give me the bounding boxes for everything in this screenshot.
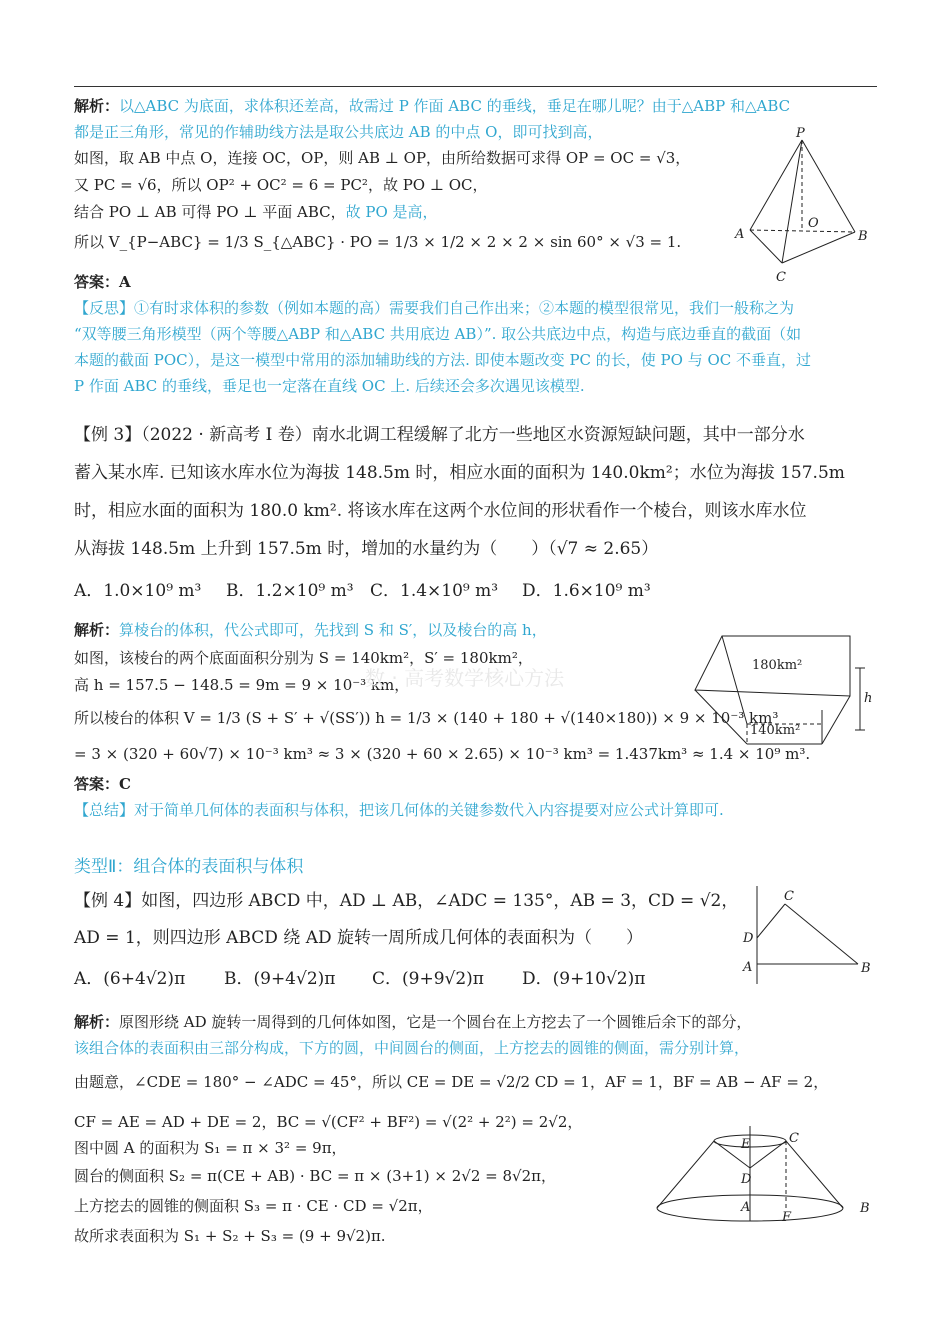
fig-label-A2: A (741, 1200, 751, 1215)
ex3-analysis-line1: 解析：算棱台的体积，代公式即可，先找到 S 和 S′，以及棱台的高 h， (74, 621, 547, 639)
ex2-line4: 又 PC = √6，所以 OP² + OC² = 6 = PC²，故 PO ⊥ OC， (74, 176, 488, 194)
fig-label-D2: D (741, 1172, 752, 1187)
fig-label-P: P (796, 126, 805, 141)
ex4-line3: 由题意，∠CDE = 180° − ∠ADC = 45°，所以 CE = DE = √2/2 CD = 1，AF = 1，BF = AB − AF = 2， (74, 1073, 829, 1091)
ex2-reflect-1: 【反思】①有时求体积的参数（例如本题的高）需要我们自己作出来；②本题的模型很常见，我们一般称之为 (74, 299, 795, 317)
fig-label-C: C (784, 889, 794, 904)
fig-label-A: A (743, 960, 753, 975)
fig-label-C: C (776, 270, 786, 285)
ex2-reflect-4: P 作面 ABC 的垂线，垂足也一定落在直线 OC 上. 后续还会多次遇见该模型. (74, 377, 585, 395)
fig-label-F: F (782, 1210, 792, 1225)
ex4-line5: 图中圆 A 的面积为 S₁ = π × 3² = 9π， (74, 1139, 347, 1157)
fig-label-E: E (741, 1137, 751, 1152)
ex3-answer: 答案：C (74, 775, 131, 793)
ex3-line4: 所以棱台的体积 V = 1/3 (S + S′ + √(SS′)) h = 1/3 × (140 + 180 + √(140×180)) × 9 × 10⁻³ km³ (74, 709, 779, 727)
fig-label-C2: C (789, 1131, 799, 1146)
ex4-option-d: D．(9+10√2)π (522, 969, 646, 989)
ex3-question-4: 从海拔 148.5m 上升到 157.5m 时，增加的水量约为（ ）（√7 ≈ 2.65） (74, 539, 659, 559)
ex4-option-a: A．(6+4√2)π (74, 969, 186, 989)
ex2-answer: 答案：A (74, 273, 131, 291)
fig-label-A: A (735, 227, 745, 242)
cone-frustum-figure (655, 1126, 880, 1226)
ex3-line3: 高 h = 157.5 − 148.5 = 9m = 9 × 10⁻³ km， (74, 676, 410, 694)
ex4-option-b: B．(9+4√2)π (224, 969, 336, 989)
ex2-line3: 如图，取 AB 中点 O，连接 OC，OP，则 AB ⊥ OP，由所给数据可求得 OP = OC = √3， (74, 149, 691, 167)
ex2-volume-line: 所以 V_{P−ABC} = 1/3 S_{△ABC} · PO = 1/3 × 1/2 × 2 × 2 × sin 60° × √3 = 1. (74, 233, 682, 251)
fig-label-B: B (861, 961, 871, 976)
ex4-line2: 该组合体的表面积由三部分构成，下方的圆，中间圆台的侧面，上方挖去的圆锥的侧面，需分别计算， (74, 1039, 750, 1057)
ex2-reflect-2: “双等腰三角形模型（两个等腰△ABP 和△ABC 共用底边 AB）”. 取公共底边中点，构造与底边垂直的截面（如 (74, 325, 802, 343)
ex3-question-2: 蓄入某水库. 已知该水库水位为海拔 148.5m 时，相应水面的面积为 140.0km²；水位为海拔 157.5m (74, 463, 845, 483)
ex3-option-b: B．1.2×10⁹ m³ (226, 581, 354, 601)
ex2-analysis-line2: 都是正三角形，常见的作辅助线方法是取公共底边 AB 的中点 O，即可找到高， (74, 123, 603, 141)
fig-label-D: D (743, 931, 754, 946)
ex3-question-3: 时，相应水面的面积为 180.0 km². 将该水库在这两个水位间的形状看作一个棱台，则该水库水位 (74, 501, 807, 521)
ex4-line4: CF = AE = AD + DE = 2，BC = √(CF² + BF²) = √(2² + 2²) = 2√2， (74, 1113, 583, 1131)
ex2-line5: 结合 PO ⊥ AB 可得 PO ⊥ 平面 ABC，故 PO 是高， (74, 203, 438, 221)
tetrahedron-figure (730, 120, 880, 290)
fig-label-top-area: 180km² (752, 658, 803, 673)
quadrilateral-figure (740, 884, 880, 984)
watermark: 数 · 高考数学核心方法 (365, 666, 565, 690)
fig-label-h: h (864, 691, 873, 706)
ex3-question-1: 【例 3】（2022 · 新高考 Ⅰ 卷）南水北调工程缓解了北方一些地区水资源短缺问题，其中一部分水 (74, 425, 805, 445)
frustum-figure (692, 634, 882, 754)
fig-label-B: B (858, 229, 868, 244)
fig-label-bottom-area: 140km² (750, 723, 801, 738)
ex3-option-d: D．1.6×10⁹ m³ (522, 581, 651, 601)
ex4-question-1: 【例 4】如图，四边形 ABCD 中，AD ⊥ AB，∠ADC = 135°，AB = 3，CD = √2， (74, 891, 739, 911)
ex4-question-2: AD = 1，则四边形 ABCD 绕 AD 旋转一周所成几何体的表面积为（ ） (74, 928, 644, 948)
ex4-analysis-line1: 解析：原图形绕 AD 旋转一周得到的几何体如图，它是一个圆台在上方挖去了一个圆锥后余下的部分， (74, 1013, 752, 1031)
ex3-line5: = 3 × (320 + 60√7) × 10⁻³ km³ ≈ 3 × (320 + 60 × 2.65) × 10⁻³ km³ = 1.437km³ ≈ 1.4 × 10⁹ m³. (74, 745, 811, 763)
ex3-line2: 如图，该棱台的两个底面面积分别为 S = 140km²，S′ = 180km²， (74, 649, 533, 667)
fig-label-B2: B (860, 1201, 870, 1216)
ex4-line8: 故所求表面积为 S₁ + S₂ + S₃ = (9 + 9√2)π. (74, 1227, 386, 1245)
ex3-option-c: C．1.4×10⁹ m³ (370, 581, 499, 601)
ex2-analysis-line1: 解析：以△ABC 为底面，求体积还差高，故需过 P 作面 ABC 的垂线，垂足在哪儿呢？由于△ABP 和△ABC (74, 97, 791, 115)
ex4-option-c: C．(9+9√2)π (372, 969, 484, 989)
ex4-line7: 上方挖去的圆锥的侧面积 S₃ = π · CE · CD = √2π， (74, 1197, 433, 1215)
section-heading: 类型Ⅱ：组合体的表面积与体积 (74, 857, 304, 877)
header-rule (74, 86, 877, 87)
fig-label-O: O (808, 216, 819, 231)
ex2-reflect-3: 本题的截面 POC），是这一模型中常用的添加辅助线的方法. 即使本题改变 PC 的长，使 PO 与 OC 不垂直，过 (74, 351, 812, 369)
ex4-line6: 圆台的侧面积 S₂ = π(CE + AB) · BC = π × (3+1) × 2√2 = 8√2π， (74, 1167, 556, 1185)
ex3-summary: 【总结】对于简单几何体的表面积与体积，把该几何体的关键参数代入内容提要对应公式计算即可. (74, 801, 724, 819)
ex3-option-a: A．1.0×10⁹ m³ (74, 581, 202, 601)
